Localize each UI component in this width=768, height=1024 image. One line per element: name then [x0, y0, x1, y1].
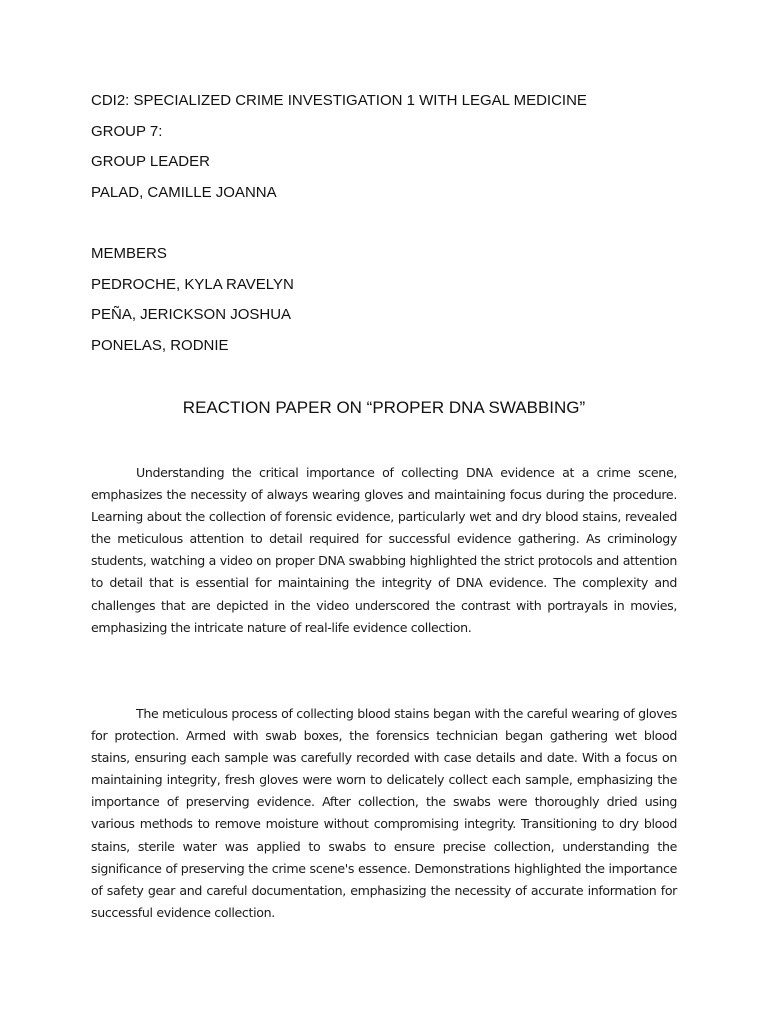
group-leader-label: GROUP LEADER: [91, 153, 210, 170]
body-paragraph: The meticulous process of collecting blood stains began with the careful wearing of gloves for protection. Armed with swab boxes, the forensics technician began gathering wet blood stains, ensuring each sample was carefully recorded with case details and date. With a focus on maintaining integrity, fresh gloves were worn to delicately collect each sample, emphasizing the importance of preserving evidence. After collection, the swabs were thoroughly dried using various methods to remove moisture without compromising integrity. Transitioning to dry blood stains, sterile water was applied to swabs to ensure precise collection, understanding the significance of preserving the crime scene's essence. Demonstrations highlighted the importance of safety gear and careful documentation, emphasizing the necessity of accurate information for successful evidence collection.: [91, 706, 677, 920]
group-number: GROUP 7:: [91, 122, 163, 140]
member-name: PEDROCHE, KYLA RAVELYN: [91, 275, 294, 293]
group-leader-name: PALAD, CAMILLE JOANNA: [91, 183, 277, 201]
course-title: CDI2: SPECIALIZED CRIME INVESTIGATION 1 WITH LEGAL MEDICINE: [91, 92, 587, 109]
header-spacer: [91, 213, 691, 244]
member-name: PONELAS, RODNIE: [91, 336, 229, 354]
body-paragraph: Understanding the critical importance of collecting DNA evidence at a crime scene, emphasizes the necessity of always wearing gloves and maintaining focus during the procedure. Learning about the collection of forensic evidence, particularly wet and dry blood stains, revealed the meticulous attention to detail required for successful evidence gathering. As criminology students, watching a video on proper DNA swabbing highlighted the strict protocols and attention to detail that is essential for maintaining the integrity of DNA evidence. The complexity and challenges that are depicted in the video underscored the contrast with portrayals in movies, emphasizing the intricate nature of real-life evidence collection.: [91, 465, 677, 635]
members-label: MEMBERS: [91, 245, 167, 262]
member-name: PEÑA, JERICKSON JOSHUA: [91, 306, 292, 323]
header-block: [91, 91, 691, 366]
paper-title: REACTION PAPER ON “PROPER DNA SWABBING”: [182, 398, 586, 417]
